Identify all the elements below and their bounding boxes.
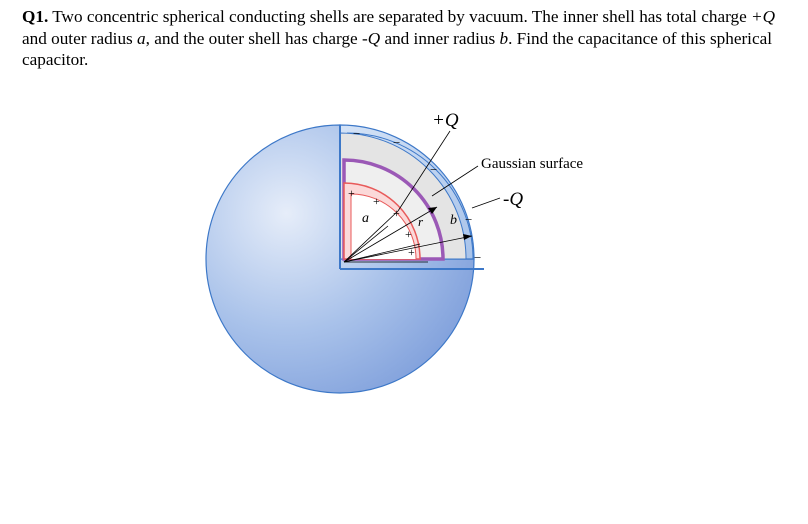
question-var-b: b <box>499 28 509 48</box>
question-seg: Two concentric spherical conducting shells are separated by vacuum. The inner shell has total charge <box>48 7 752 26</box>
question-seg: and inner radius <box>380 28 500 48</box>
question-var-a: a <box>137 28 146 48</box>
minus-sign: − <box>465 212 473 227</box>
question-seg: . Find the capacitance of this spherical capacitor. <box>22 28 772 69</box>
plus-sign: + <box>373 194 380 208</box>
label-b: b <box>450 213 457 228</box>
question-var-plus-q: +Q <box>751 7 776 26</box>
label-a: a <box>362 211 369 226</box>
label-r: r <box>418 214 424 229</box>
plus-sign: + <box>408 245 415 259</box>
minus-sign: − <box>393 135 401 150</box>
minus-sign: − <box>353 126 361 141</box>
label-gaussian-surface: Gaussian surface <box>481 156 584 172</box>
question-number: Q1. <box>22 7 49 26</box>
plus-sign: + <box>405 227 412 241</box>
label-plus-q: +Q <box>432 110 459 131</box>
label-minus-q: -Q <box>503 189 524 210</box>
question-seg: , and the outer shell has charge <box>145 28 362 48</box>
minus-q-leader <box>472 198 500 208</box>
plus-sign: + <box>348 186 355 200</box>
minus-sign: − <box>430 162 438 177</box>
minus-sign: − <box>474 250 482 265</box>
question-var-minus-q: -Q <box>362 28 381 48</box>
plus-sign: + <box>393 206 400 220</box>
question-seg: and outer radius <box>22 28 138 48</box>
